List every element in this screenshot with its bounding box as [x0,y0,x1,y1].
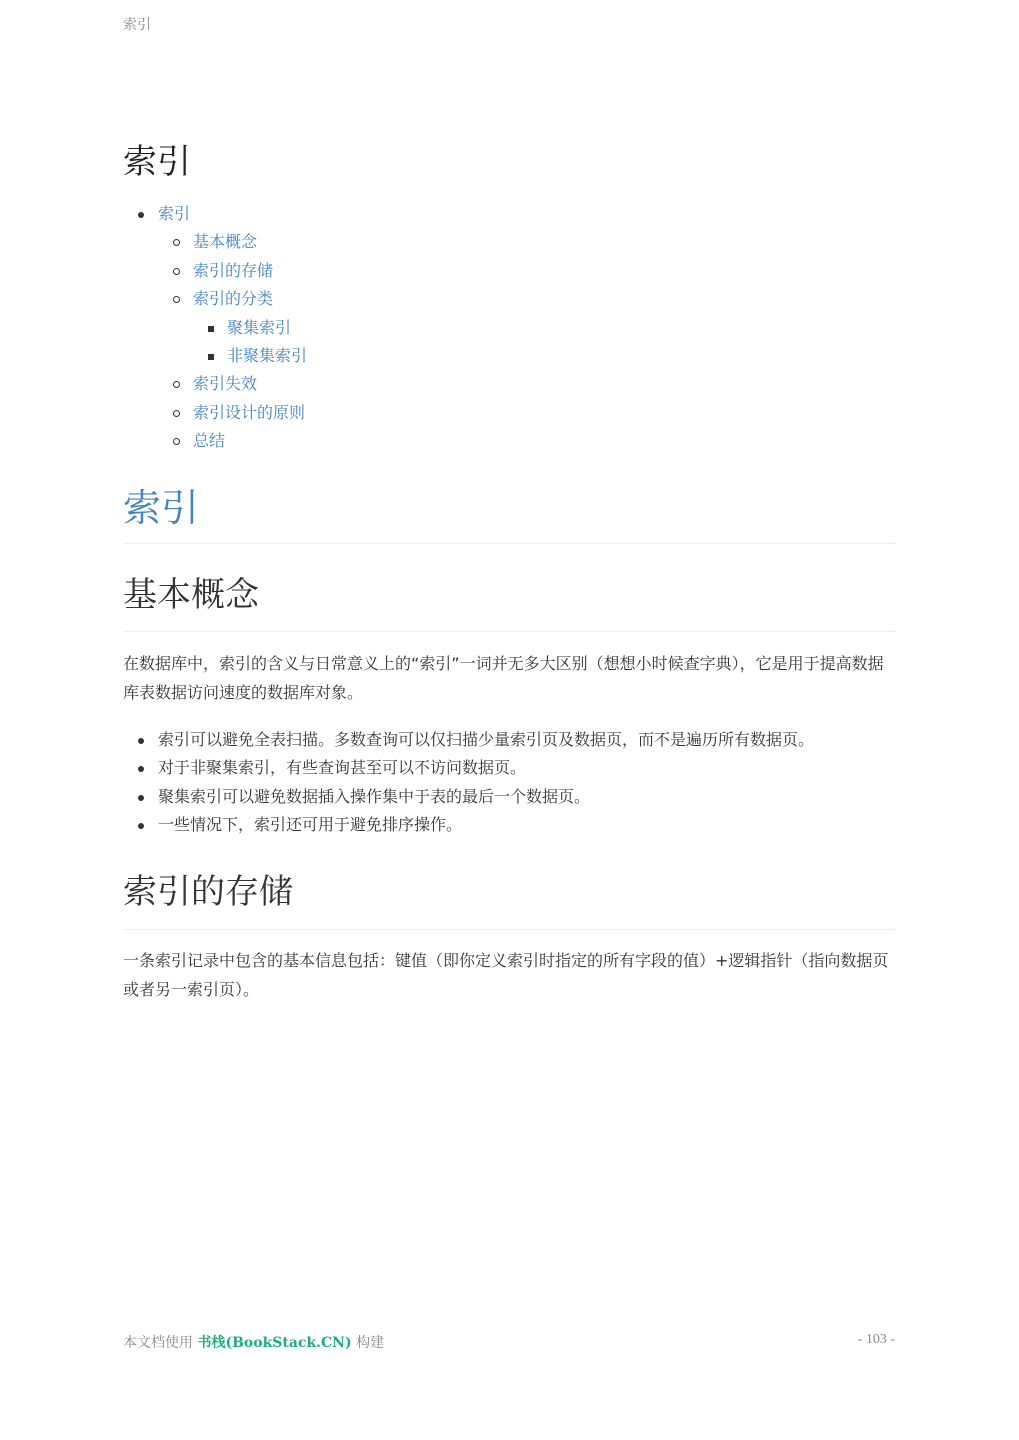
footer-credit [123,1332,384,1352]
toc-item[interactable] [123,285,307,313]
section-heading-link[interactable]: 索引 [123,484,895,544]
list-item [123,811,895,839]
footer-prefix: 本文档使用 [123,1335,193,1351]
list-item-text: 聚集索引可以避免数据插入操作集中于表的最后一个数据页。 [158,786,591,806]
heading-index-storage: 索引的存储 [123,869,895,930]
toc-item[interactable] [123,427,307,455]
storage-paragraph: 一条索引记录中包含的基本信息包括：键值（即你定义索引时指定的所有字段的值）+逻辑指针（指向数据页或者另一索引页）。 [123,951,889,999]
list-item [123,783,895,811]
heading-basic-concepts: 基本概念 [123,572,895,632]
document-title: 索引 [123,142,191,182]
circle-bullet-icon [173,381,180,388]
square-bullet-icon [208,326,214,332]
toc-item[interactable] [123,370,307,398]
toc-item[interactable] [123,399,307,427]
disc-bullet-icon [138,823,144,829]
toc-item[interactable] [123,200,307,228]
circle-bullet-icon [173,268,180,275]
disc-bullet-icon [138,212,144,218]
toc-link[interactable]: 索引设计的原则 [193,402,306,422]
toc-item[interactable] [123,257,307,285]
table-of-contents [123,200,307,456]
list-item-text: 一些情况下，索引还可用于避免排序操作。 [158,815,463,835]
toc-item[interactable] [123,228,307,256]
list-item [123,754,895,782]
toc-link[interactable]: 索引 [158,204,191,223]
circle-bullet-icon [173,410,180,417]
list-item-text: 索引可以避免全表扫描。多数查询可以仅扫描少量索引页及数据页，而不是遍历所有数据页。 [158,730,815,749]
running-header: 索引 [123,17,151,33]
toc-link[interactable]: 索引失效 [193,374,258,394]
toc-item[interactable] [123,342,307,370]
toc-link[interactable]: 聚集索引 [227,317,292,337]
list-item-text: 对于非聚集索引，有些查询甚至可以不访问数据页。 [158,758,527,778]
footer-suffix: 构建 [356,1335,385,1351]
toc-item[interactable] [123,314,307,342]
footer-brand-link[interactable]: 书栈(BookStack.CN) [197,1335,352,1351]
disc-bullet-icon [138,766,144,772]
basic-bullet-list [123,726,895,840]
disc-bullet-icon [138,738,144,744]
circle-bullet-icon [173,438,180,445]
square-bullet-icon [208,354,214,360]
toc-link[interactable]: 索引的存储 [193,260,274,280]
circle-bullet-icon [173,239,180,246]
list-item [123,726,895,754]
disc-bullet-icon [138,795,144,801]
toc-link[interactable]: 索引的分类 [193,289,274,309]
basic-paragraph: 在数据库中，索引的含义与日常意义上的“索引”一词并无多大区别（想想小时候查字典），它是用于提高数据库表数据访问速度的数据库对象。 [123,654,884,702]
circle-bullet-icon [173,296,180,303]
toc-link[interactable]: 基本概念 [193,232,258,252]
toc-link[interactable]: 总结 [193,431,226,451]
page-number: - 103 - [857,1332,895,1347]
toc-link[interactable]: 非聚集索引 [227,346,308,366]
